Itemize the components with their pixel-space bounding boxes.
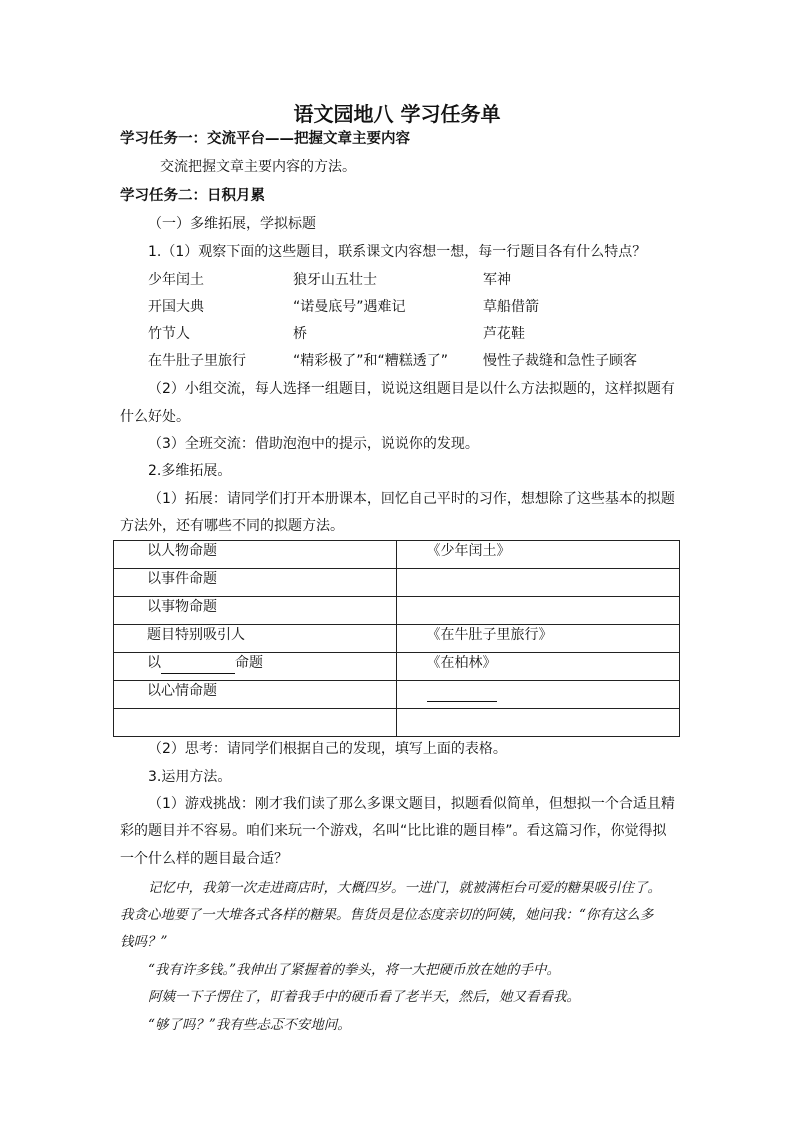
table-cell: 《少年闰土》 [396, 541, 680, 569]
question-1-3: （3）全班交流：借助泡泡中的提示，说说你的发现。 [148, 436, 479, 452]
question-3-1-line2: 彩的题目并不容易。咱们来玩一个游戏，名叫“比比谁的题目棒”。看这篇习作，你觉得拟 [120, 823, 667, 839]
title-item: 草船借箭 [483, 299, 539, 315]
table-cell: 以事件命题 [114, 569, 397, 597]
question-2-1-line1: （1）拓展：请同学们打开本册课本，回忆自己平时的习作，想想除了这些基本的拟题 [148, 491, 675, 507]
title-item: “精彩极了”和“糟糕透了” [293, 353, 449, 369]
fill-in-blank[interactable] [427, 687, 497, 702]
question-2: 2.多维拓展。 [148, 463, 232, 479]
question-1-2-line1: （2）小组交流，每人选择一组题目，说说这组题目是以什么方法拟题的，这样拟题有 [148, 381, 675, 397]
table-cell-suffix: 命题 [235, 655, 263, 671]
table-cell: 以心情命题 [114, 681, 397, 709]
title-item: “诺曼底号”遇难记 [293, 299, 406, 315]
table-cell-blank[interactable] [114, 709, 397, 737]
table-cell: 以人物命题 [114, 541, 397, 569]
story-paragraph-3: 阿姨一下子愣住了，盯着我手中的硬币看了老半天，然后，她又看看我。 [148, 989, 580, 1005]
title-item: 竹节人 [148, 326, 190, 342]
task1-heading: 学习任务一：交流平台——把握文章主要内容 [120, 131, 410, 147]
title-item: 开国大典 [148, 299, 204, 315]
page-title: 语文园地八 学习任务单 [293, 102, 501, 126]
table-row [114, 681, 680, 709]
story-paragraph-1-line3: 钱吗？” [120, 934, 168, 950]
table-cell-blank[interactable] [396, 597, 680, 625]
question-3-1-line3: 一个什么样的题目最合适？ [120, 851, 288, 867]
table-cell: 《在柏林》 [396, 653, 680, 681]
question-1-1: 1.（1）观察下面的这些题目，联系课文内容想一想，每一行题目各有什么特点？ [148, 244, 647, 260]
table-cell-blank[interactable] [396, 569, 680, 597]
title-item: 少年闰土 [148, 272, 204, 288]
question-2-1-line2: 方法外，还有哪些不同的拟题方法。 [120, 518, 344, 534]
question-3-1-line1: （1）游戏挑战：刚才我们读了那么多课文题目，拟题看似简单，但想拟一个合适且精 [148, 796, 675, 812]
table-cell-blank[interactable] [396, 709, 680, 737]
table-cell: 以事物命题 [114, 597, 397, 625]
table-cell: 题目特别吸引人 [114, 625, 397, 653]
table-row [114, 625, 680, 653]
table-row [114, 653, 680, 681]
table-cell-prefix: 以 [147, 655, 161, 671]
method-table [113, 540, 680, 737]
story-paragraph-2: “我有许多钱。”我伸出了紧握着的拳头，将一大把硬币放在她的手中。 [148, 962, 561, 978]
question-1-2-line2: 什么好处。 [120, 409, 190, 425]
title-item: 芦花鞋 [483, 326, 525, 342]
title-item: 慢性子裁缝和急性子顾客 [483, 353, 637, 369]
question-2-2: （2）思考：请同学们根据自己的发现，填写上面的表格。 [148, 741, 507, 757]
fill-in-blank[interactable] [161, 659, 235, 674]
title-item: 狼牙山五壮士 [293, 272, 377, 288]
story-paragraph-1-line2: 我贪心地要了一大堆各式各样的糖果。售货员是位态度亲切的阿姨，她问我：“你有这么多 [120, 907, 654, 923]
story-paragraph-1-line1: 记忆中，我第一次走进商店时，大概四岁。一进门，就被满柜台可爱的糖果吸引住了。 [148, 880, 661, 896]
table-row [114, 541, 680, 569]
title-item: 在牛肚子里旅行 [148, 353, 246, 369]
subsection-1-heading: （一）多维拓展，学拟标题 [148, 216, 316, 232]
question-3: 3.运用方法。 [148, 769, 232, 785]
task1-body: 交流把握文章主要内容的方法。 [160, 159, 356, 175]
story-paragraph-4: “够了吗？”我有些忐忑不安地问。 [148, 1017, 351, 1033]
table-row [114, 597, 680, 625]
table-cell: 《在牛肚子里旅行》 [396, 625, 680, 653]
task2-heading: 学习任务二：日积月累 [120, 188, 265, 204]
table-cell-fill-in [396, 681, 680, 709]
table-row [114, 709, 680, 737]
title-item: 军神 [483, 272, 511, 288]
title-item: 桥 [293, 326, 307, 342]
table-row [114, 569, 680, 597]
table-cell-fill-in [114, 653, 397, 681]
